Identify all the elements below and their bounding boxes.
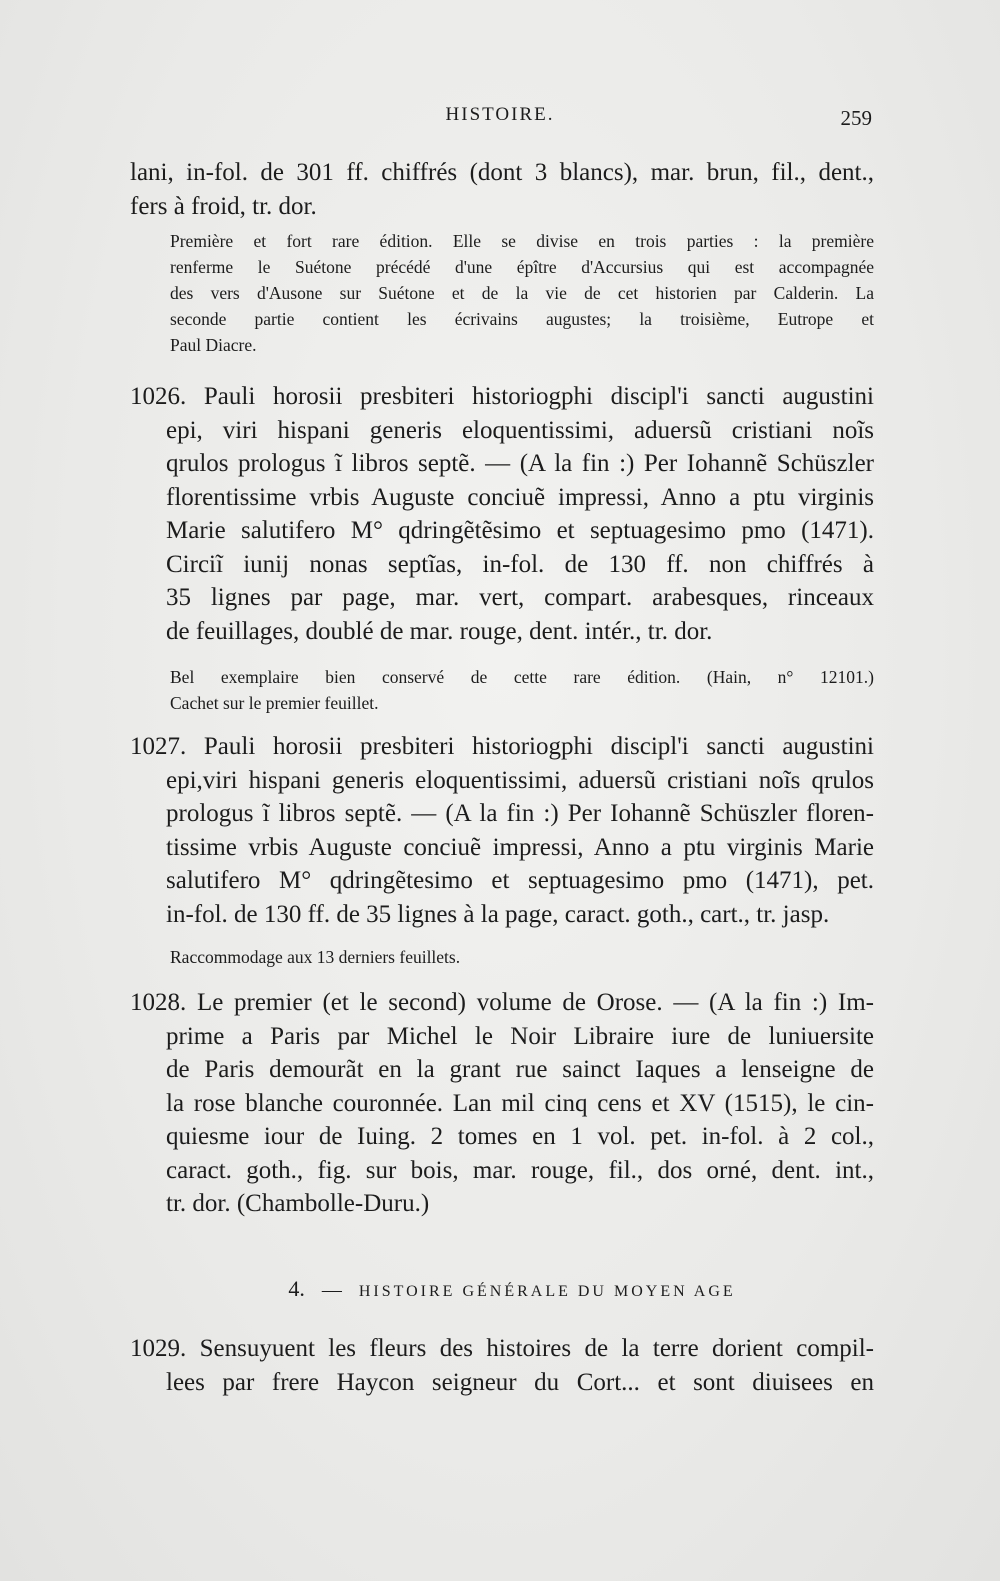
note-line: des vers d'Ausone sur Suétone et de la vie de cet historien par Calderin. La: [170, 283, 874, 303]
entry-line: tissime vrbis Auguste conciuẽ impressi, Anno a ptu virginis Marie: [166, 833, 874, 861]
note-line: Raccommodage aux 13 derniers feuillets.: [170, 947, 461, 967]
entry-line: prologus ĩ libros septẽ. — (A la fin :) Per Iohannẽ Schüszler floren-: [166, 800, 874, 827]
entry-line: 1029. Sensuyuent les fleurs des histoires de la terre dorient compil-: [130, 1335, 874, 1362]
entry-line: lani, in-fol. de 301 ff. chiffrés (dont 3 blancs), mar. brun, fil., dent.,: [130, 159, 874, 186]
entry-line: qrulos prologus ĩ libros septẽ. — (A la fin :) Per Iohannẽ Schüszler: [166, 450, 874, 477]
entry-line: prime a Paris par Michel le Noir Libraire iure de luniuersite: [166, 1022, 874, 1050]
section-title: HISTOIRE GÉNÉRALE DU MOYEN AGE: [358, 1283, 736, 1300]
entry-line: tr. dor. (Chambolle-Duru.): [166, 1190, 430, 1217]
section-dash: —: [321, 1279, 342, 1301]
entry-line: de feuillages, doublé de mar. rouge, dent. intér., tr. dor.: [166, 617, 713, 645]
section-heading: [130, 1276, 874, 1302]
section-number: 4.: [288, 1276, 305, 1301]
entry-1027: [130, 730, 874, 931]
entry-line: 1027. Pauli horosii presbiteri historiogphi discipl'i sancti augustini: [130, 733, 874, 760]
note-line: seconde partie contient les écrivains augustes; la troisième, Eutrope et: [170, 309, 874, 329]
note-line: Première et fort rare édition. Elle se divise en trois parties : la première: [170, 231, 874, 251]
entry-1027-note: [130, 944, 874, 970]
entry-line: 1026. Pauli horosii presbiteri historiogphi discipl'i sancti augustini: [130, 383, 874, 410]
entry-line: florentissime vrbis Auguste conciuẽ impressi, Anno a ptu virginis: [166, 483, 874, 511]
note-line: Bel exemplaire bien conservé de cette rare édition. (Hain, n° 12101.): [170, 667, 874, 687]
entry-line: 35 lignes par page, mar. vert, compart. arabesques, rinceaux: [166, 584, 874, 611]
entry-line: Circiĩ iunij nonas septĩas, in-fol. de 130 ff. non chiffrés à: [166, 550, 874, 578]
entry-1026: [130, 380, 874, 648]
entry-line: epi,viri hispani generis eloquentissimi, aduersũ cristiani noĩs qrulos: [166, 766, 874, 794]
entry-line: la rose blanche couronnée. Lan mil cinq cens et XV (1515), le cin-: [166, 1089, 874, 1117]
entry-1028: [130, 986, 874, 1221]
entry-line: in-fol. de 130 ff. de 35 lignes à la page, caract. goth., cart., tr. jasp.: [166, 900, 830, 928]
entry-line: fers à froid, tr. dor.: [130, 192, 317, 220]
entry-line: salutifero M° qdringẽtesimo et septuagesimo pmo (1471), pet.: [166, 867, 874, 894]
entry-1025-note: [130, 228, 874, 358]
entry-1026-note: [130, 664, 874, 716]
entry-1025-continuation: [130, 156, 874, 223]
entry-line: epi, viri hispani generis eloquentissimi, aduersũ cristiani noĩs: [166, 416, 874, 444]
note-line: Paul Diacre.: [170, 335, 257, 355]
entry-line: quiesme iour de Iuing. 2 tomes en 1 vol. pet. in-fol. à 2 col.,: [166, 1123, 874, 1150]
entry-line: Marie salutifero M° qdringẽtẽsimo et septuagesimo pmo (1471).: [166, 517, 874, 544]
entry-line: 1028. Le premier (et le second) volume de Orose. — (A la fin :) Im-: [130, 989, 874, 1016]
running-title: HISTOIRE.: [445, 104, 555, 125]
note-line: renferme le Suétone précédé d'une épître d'Accursius qui est accompagnée: [170, 257, 874, 277]
note-line: Cachet sur le premier feuillet.: [170, 693, 379, 713]
entry-line: caract. goth., fig. sur bois, mar. rouge, fil., dos orné, dent. int.,: [166, 1156, 874, 1184]
running-head: [0, 104, 1000, 134]
entry-line: lees par frere Haycon seigneur du Cort... et sont diuisees en: [166, 1368, 874, 1396]
entry-line: de Paris demourãt en la grant rue sainct Iaques a lenseigne de: [166, 1056, 874, 1083]
page-number: 259: [840, 106, 872, 130]
entry-1029: [130, 1332, 874, 1399]
